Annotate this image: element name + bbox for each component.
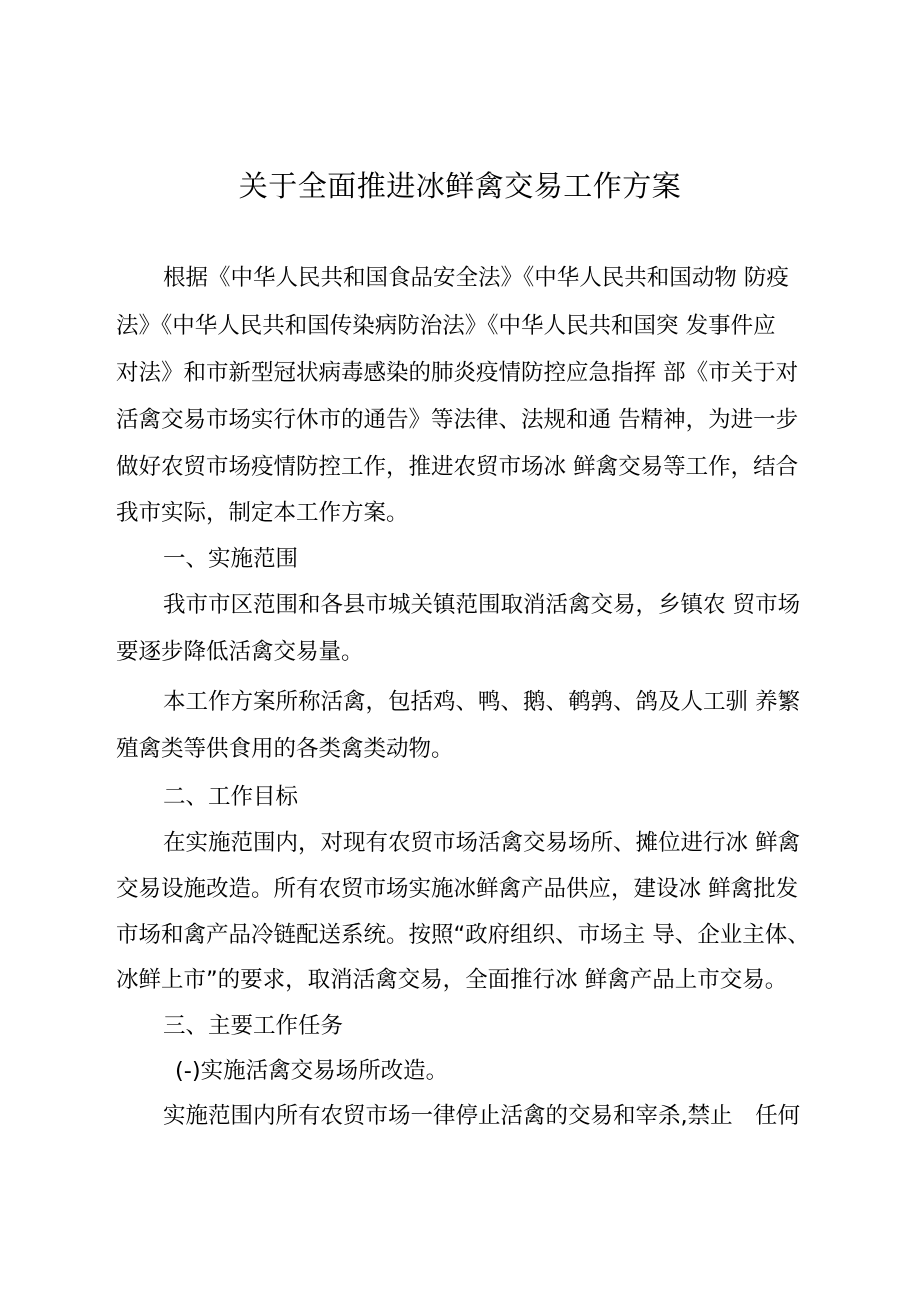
paragraph-line: 做好农贸市场疫情防控工作，推进农贸市场冰 鲜禽交易等工作，结合 — [116, 454, 799, 480]
page-title: 关于全面推进冰鲜禽交易工作方案 — [238, 169, 682, 203]
paragraph-line: 我市实际，制定本工作方案。 — [116, 500, 409, 526]
paragraph-line: 市场和禽产品冷链配送系统。按照“政府组织、市场主 导、企业主体、 — [116, 922, 810, 948]
paragraph-line: 殖禽类等供食用的各类禽类动物。 — [116, 736, 454, 762]
paragraph-line: 在实施范围内，对现有农贸市场活禽交易场所、摊位进行冰 鲜禽 — [163, 830, 801, 856]
paragraph-line: 活禽交易市场实行休市的通告》等法律、法规和通 告精神，为进一步 — [116, 407, 799, 433]
paragraph-line: 要逐步降低活禽交易量。 — [116, 639, 364, 665]
paragraph-line: 法》《中华人民共和国传染病防治法》《中华人民共和国突 发事件应 — [116, 313, 776, 339]
section-heading: 二、工作目标 — [163, 784, 299, 810]
paragraph-line: 对法》和市新型冠状病毒感染的肺炎疫情防控应急指挥 部《市关于对 — [116, 360, 799, 386]
section-heading: 一、实施范围 — [163, 546, 299, 572]
paragraph-line: 实施范围内所有农贸市场一律停止活禽的交易和宰杀,禁止 任何 — [163, 1103, 801, 1129]
section-heading: 三、主要工作任务 — [163, 1013, 344, 1039]
paragraph-line: 本工作方案所称活禽，包括鸡、鸭、鹅、鹌鹑、鸽及人工驯 养繁 — [163, 689, 801, 715]
paragraph-line: 根据《中华人民共和国食品安全法》《中华人民共和国动物 防疫 — [163, 265, 789, 291]
paragraph-line: 我市市区范围和各县市城关镇范围取消活禽交易，乡镇农 贸市场 — [163, 592, 801, 618]
paragraph-line: 冰鲜上市”的要求，取消活禽交易，全面推行冰 鲜禽产品上市交易。 — [116, 967, 788, 993]
subsection-heading: (-)实施活禽交易场所改造。 — [175, 1058, 449, 1084]
paragraph-line: 交易设施改造。所有农贸市场实施冰鲜禽产品供应，建设冰 鲜禽批发 — [116, 876, 799, 902]
